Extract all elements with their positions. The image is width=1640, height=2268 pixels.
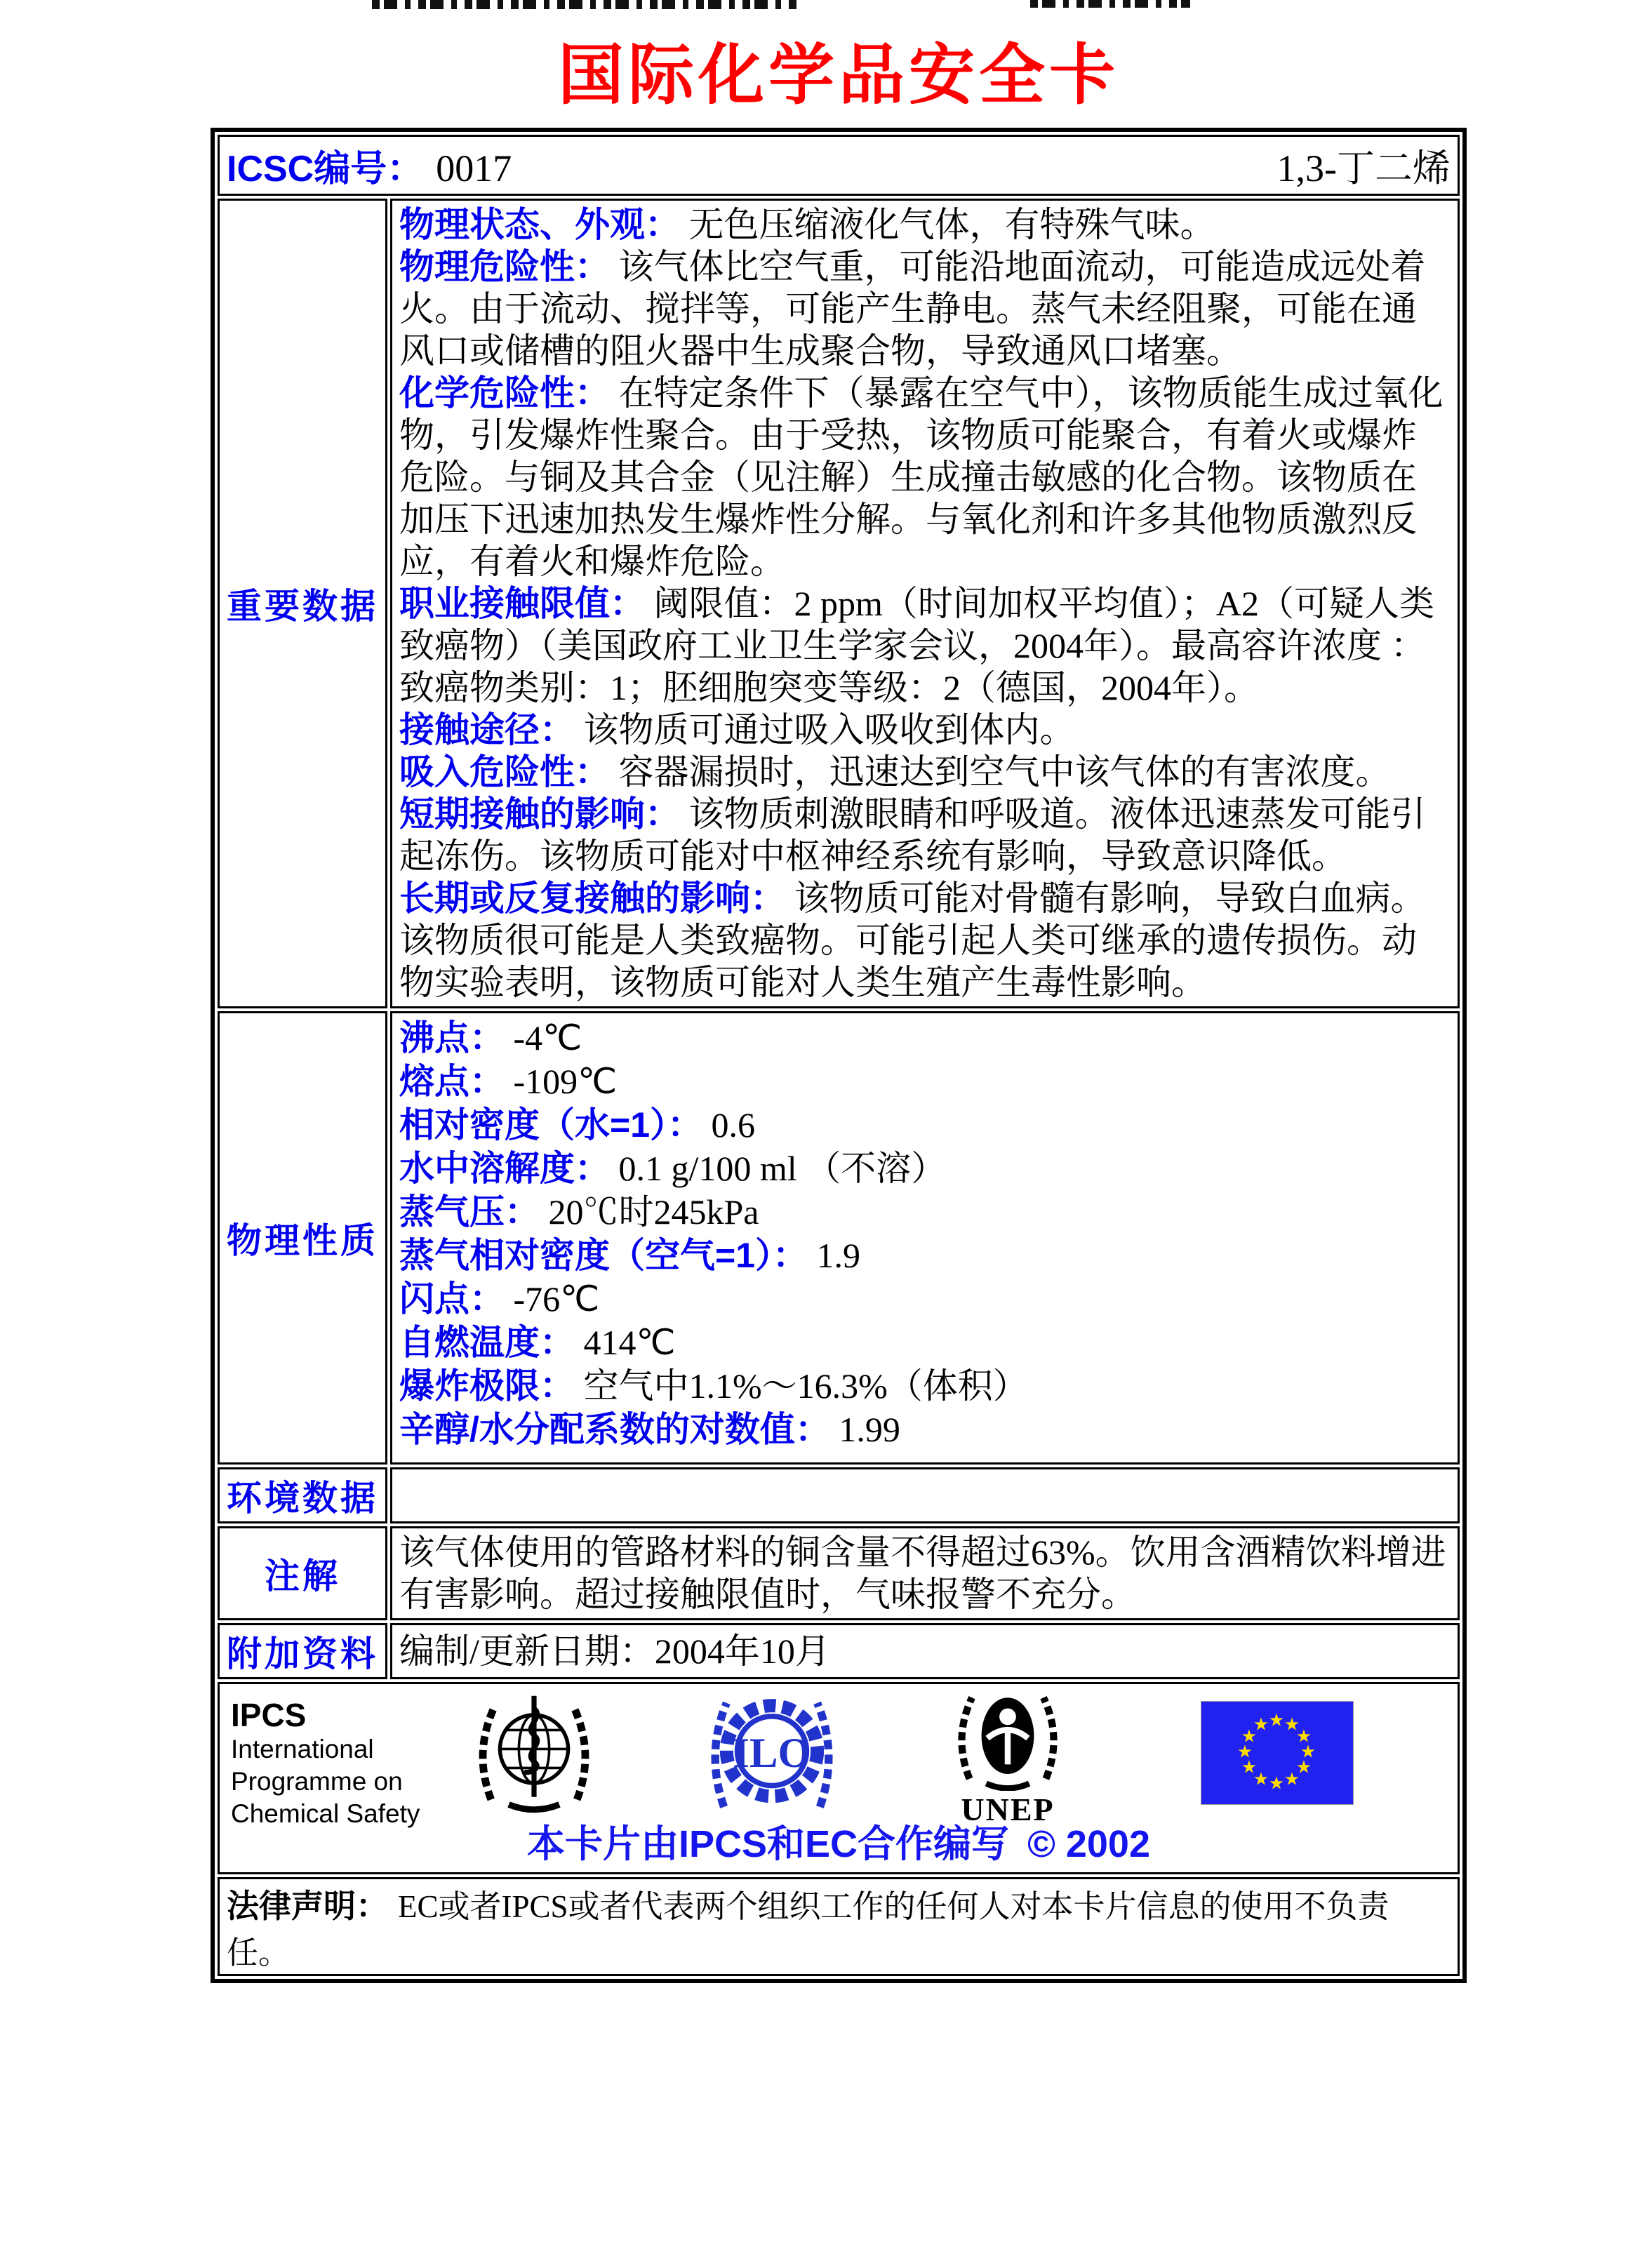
ipcs-acronym: IPCS [231,1697,307,1733]
prop-value: 1.9 [816,1236,861,1275]
field-occupational-exposure-limits [399,582,1451,709]
row-label-important-data: 重要数据 [218,199,387,1008]
prop-autoignition-temperature [399,1321,1451,1364]
prop-label: 相对密度（水=1）： [399,1105,703,1145]
page-title: 国际化学品安全卡 [557,38,1119,112]
icsc-number-label: ICSC编号： [227,149,424,189]
prop-boiling-point [399,1016,1451,1060]
ilo-letters: ILO [733,1730,811,1777]
field-physical-hazard [399,246,1451,372]
ilo-logo-icon [705,1687,839,1824]
prop-melting-point [399,1060,1451,1103]
copyright-text: © 2002 [1027,1823,1150,1865]
field-value: 阈限值：2 ppm（时间加权平均值）；A2（可疑人类致癌物）（美国政府工业卫生学家会议，2004年）。最高容许浓度 ：致癌物类别：1；胚细胞突变等级：2（德国，2004年）。 [399,584,1434,707]
logos-cell [218,1682,1460,1874]
icsc-number-value: 0017 [436,147,512,189]
prop-label: 闪点： [399,1279,505,1319]
prop-vapor-pressure [399,1190,1451,1234]
field-chemical-hazard [399,372,1451,582]
field-value: 该物质可通过吸入吸收到体内。 [583,710,1075,749]
unep-label: UNEP [961,1792,1055,1827]
prop-value: -76℃ [513,1279,600,1319]
caption-text: 本卡片由IPCS和EC合作编写 [527,1823,1010,1865]
prop-relative-density [399,1103,1451,1147]
legal-label: 法律声明： [227,1888,388,1924]
field-label: 短期接触的影响： [399,794,680,834]
prop-flash-point [399,1277,1451,1321]
legal-text: EC或者IPCS或者代表两个组织工作的任何人对本卡片信息的使用不负责任。 [227,1889,1389,1970]
additional-info-content [390,1623,1460,1679]
field-label: 接触途径： [399,710,575,749]
field-label: 物理危险性： [399,247,610,286]
field-value: 容器漏损时，迅速达到空气中该气体的有害浓度。 [618,752,1391,792]
field-value: 该气体比空气重，可能沿地面流动，可能造成远处着火。由于流动、搅拌等，可能产生静电。蒸气未经阻聚，可能在通风口或储槽的阻火器中生成聚合物，导致通风口堵塞。 [399,247,1426,371]
footer-caption [220,1814,1458,1868]
prop-value: 1.99 [839,1410,900,1449]
prop-value: 0.1 g/100 ml （不溶） [618,1149,947,1188]
prop-label: 自燃温度： [399,1323,575,1362]
card-header-cell [218,135,1460,196]
row-label-physical-properties: 物理性质 [218,1011,387,1465]
field-label: 职业接触限值： [399,584,645,623]
prop-label: 爆炸极限： [399,1366,575,1406]
field-label: 化学危险性： [399,373,610,413]
icsc-card-table [211,128,1467,1983]
ipcs-text-block [231,1697,420,1830]
chemical-name: 1,3-丁二烯 [1276,147,1451,189]
icsc-number-group [227,139,512,192]
field-label: 物理状态、外观： [399,205,680,244]
prop-value: 414℃ [583,1323,676,1362]
field-label: 吸入危险性： [399,752,610,792]
important-data-content [390,199,1460,1008]
field-label: 长期或反复接触的影响： [399,879,785,918]
prop-label: 辛醇/水分配系数的对数值： [399,1410,830,1449]
field-inhalation-risk [399,751,1451,793]
prop-label: 沸点： [399,1018,505,1058]
row-label-environmental-data: 环境数据 [218,1467,387,1523]
prop-explosive-limits [399,1364,1451,1408]
prop-label: 蒸气相对密度（空气=1）： [399,1236,808,1275]
eu-flag-icon [1201,1701,1354,1805]
prop-value: 空气中1.1%～16.3%（体积） [583,1366,1028,1406]
additional-info-value: 2004年10月 [654,1632,830,1671]
prop-value: 0.6 [711,1105,756,1145]
prop-label: 蒸气压： [399,1192,540,1232]
field-long-term-effects [399,877,1451,1003]
field-value: 该物质刺激眼睛和呼吸道。液体迅速蒸发可能引起冻伤。该物质可能对中枢神经系统有影响，导致意识降低。 [399,794,1426,876]
prop-octanol-water-partition [399,1408,1451,1451]
field-value: 该物质可能对骨髓有影响，导致白血病。该物质很可能是人类致癌物。可能引起人类可继承的遗传损伤。动物实验表明，该物质可能对人类生殖产生毒性影响。 [399,879,1426,1002]
clipped-text-fragment [372,0,800,9]
physical-properties-content [390,1011,1460,1465]
prop-vapor-density [399,1234,1451,1277]
notes-content [390,1526,1460,1620]
prop-label: 水中溶解度： [399,1149,610,1188]
field-routes-of-exposure [399,709,1451,751]
prop-value: -4℃ [513,1018,582,1058]
clipped-text-fragment [1030,0,1190,8]
field-short-term-effects [399,793,1451,877]
ipcs-line: Chemical Safety [231,1799,420,1828]
row-label-notes: 注解 [218,1526,387,1620]
field-value: 在特定条件下（暴露在空气中），该物质能生成过氧化物，引发爆炸性聚合。由于受热，该物质可能聚合，有着火或爆炸危险。与铜及其合金（见注解）生成撞击敏感的化合物。该物质在加压下迅速加热发生爆炸性分解。与氧化剂和许多其他物质激烈反应，有着火和爆炸危险。 [399,373,1444,581]
field-physical-state [399,204,1451,246]
prop-water-solubility [399,1147,1451,1190]
ipcs-line: Programme on [231,1767,403,1796]
unep-logo-icon [941,1686,1074,1825]
row-label-additional-info: 附加资料 [218,1623,387,1679]
field-value: 无色压缩液化气体，有特殊气味。 [688,205,1215,244]
notes-text: 该气体使用的管路材料的铜含量不得超过63%。饮用含酒精饮料增进有害影响。超过接触限值时，气味报警不充分。 [399,1533,1446,1614]
legal-cell [218,1877,1460,1976]
who-logo-icon [471,1688,597,1818]
prop-label: 熔点： [399,1062,505,1101]
prop-value: -109℃ [513,1062,618,1101]
environmental-data-content [390,1467,1460,1523]
additional-info-label: 编制/更新日期： [399,1632,655,1671]
prop-value: 20℃时245kPa [548,1192,759,1232]
ipcs-line: International [231,1735,374,1763]
